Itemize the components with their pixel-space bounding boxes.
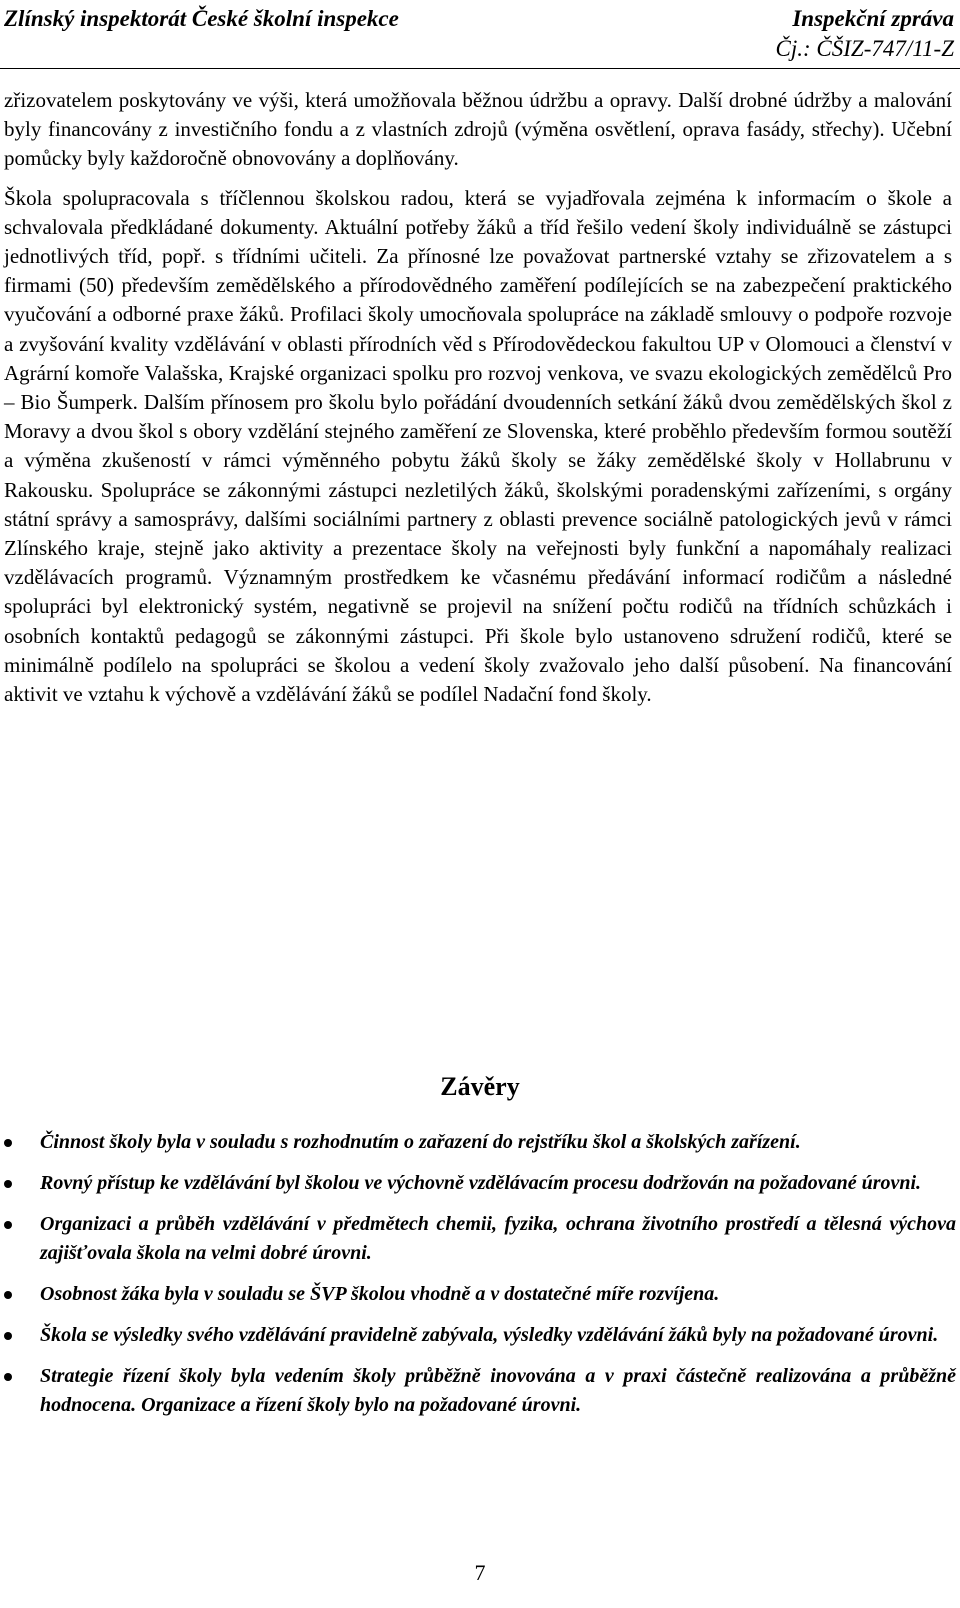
list-item — [0, 1362, 956, 1420]
header-divider — [0, 68, 960, 69]
bullet-icon — [4, 1180, 12, 1188]
list-item — [0, 1169, 956, 1198]
bullet-icon — [4, 1139, 12, 1147]
bullet-icon — [4, 1332, 12, 1340]
paragraph-funding: zřizovatelem poskytovány ve výši, která umožňovala běžnou údržbu a opravy. Další drobné údržby a malování byly financovány z investičního fondu a z vlastních zdrojů (výměna osvětlení, oprava fasády, střechy). Učební pomůcky byly každoročně obnovovány a doplňovány. — [4, 88, 952, 171]
bullet-icon — [4, 1373, 12, 1381]
list-item-text: Strategie řízení školy byla vedením školy průběžně inovována a v praxi částečně realizována a průběžně hodnocena. Organizace a řízení školy bylo na požadované úrovni. — [40, 1365, 956, 1416]
inspectorate-name: Zlínský inspektorát České školní inspekce — [4, 6, 399, 31]
list-item — [0, 1280, 956, 1309]
body-text — [4, 86, 952, 709]
section-title-conclusions: Závěry — [440, 1072, 520, 1101]
page-header — [0, 0, 960, 68]
list-item — [0, 1128, 956, 1157]
list-item-text: Činnost školy byla v souladu s rozhodnutím o zařazení do rejstříku škol a školských zařízení. — [40, 1131, 801, 1153]
paragraph-cooperation: Škola spolupracovala s tříčlennou školskou radou, která se vyjadřovala zejména k informacím o škole a schvalovala předkládané dokumenty. Aktuální potřeby žáků a tříd řešilo vedení školy individuálně se zástupci jednotlivých tříd, popř. s třídními učiteli. Za přínosné lze považovat partnerské vztahy se zřizovatelem a s firmami (50) především zemědělského a přírodovědného zaměření podílejících se na zabezpečení praktického vyučování a odborné praxe žáků. Profilaci školy umocňovala spolupráce na základě smlouvy o podpoře rozvoje a zvyšování kvality vzdělávání v oblasti přírodních věd s Přírodovědeckou fakultou UP v Olomouci a členství v Agrární komoře Valašska, Krajské organizaci spolku pro rozvoj venkova, ve svazu ekologických zemědělců Pro – Bio Šumperk. Dalším přínosem pro školu bylo pořádání dvoudenních setkání žáků dvou zemědělských škol z Moravy a dvou škol s obory vzdělání stejného zaměření ze Slovenska, které proběhlo především formou soutěží a výměna zkušeností v rámci výměnného pobytu žáků školy se žáky zemědělské školy v Hollabrunu v Rakousku. Spolupráce se zákonnými zástupci nezletilých žáků, školskými poradenskými zařízeními, s orgány státní správy a samosprávy, dalšími sociálními partnery z oblasti prevence sociálně patologických jevů v rámci Zlínského kraje, stejně jako aktivity a prezentace školy na veřejnosti byly funkční a napomáhaly realizaci vzdělávacích programů. Významným prostředkem ke včasnému předávání informací rodičům a následné spolupráci byl elektronický systém, negativně se projevil na snížení počtu rodičů na třídních schůzkách i osobních kontaktů pedagogů se zákonnými zástupci. Při škole bylo ustanoveno sdružení rodičů, které se minimálně podílelo na spolupráci se školou a vedení školy zvažovalo jeho další působení. Na financování aktivit ve vztahu k výchově a vzdělávání žáků se podílel Nadační fond školy. — [4, 185, 952, 707]
bullet-icon — [4, 1221, 12, 1229]
list-item-text: Organizaci a průběh vzdělávání v předmětech chemii, fyzika, ochrana životního prostředí a tělesná výchova zajišťovala škola na velmi dobré úrovni. — [40, 1213, 956, 1264]
page-number: 7 — [474, 1560, 486, 1585]
list-item-text: Rovný přístup ke vzdělávání byl školou ve výchovně vzdělávacím procesu dodržován na požadované úrovni. — [40, 1172, 922, 1194]
list-item — [0, 1321, 956, 1350]
report-type: Inspekční zpráva — [792, 6, 954, 31]
reference-number: Čj.: ČŠIZ-747/11-Z — [775, 36, 954, 61]
list-item-text: Škola se výsledky svého vzdělávání pravidelně zabývala, výsledky vzdělávání žáků byly na požadované úrovni. — [40, 1324, 939, 1346]
bullet-icon — [4, 1291, 12, 1299]
conclusions-list — [0, 1128, 956, 1432]
list-item-text: Osobnost žáka byla v souladu se ŠVP školou vhodně a v dostatečné míře rozvíjena. — [40, 1283, 720, 1305]
list-item — [0, 1210, 956, 1268]
